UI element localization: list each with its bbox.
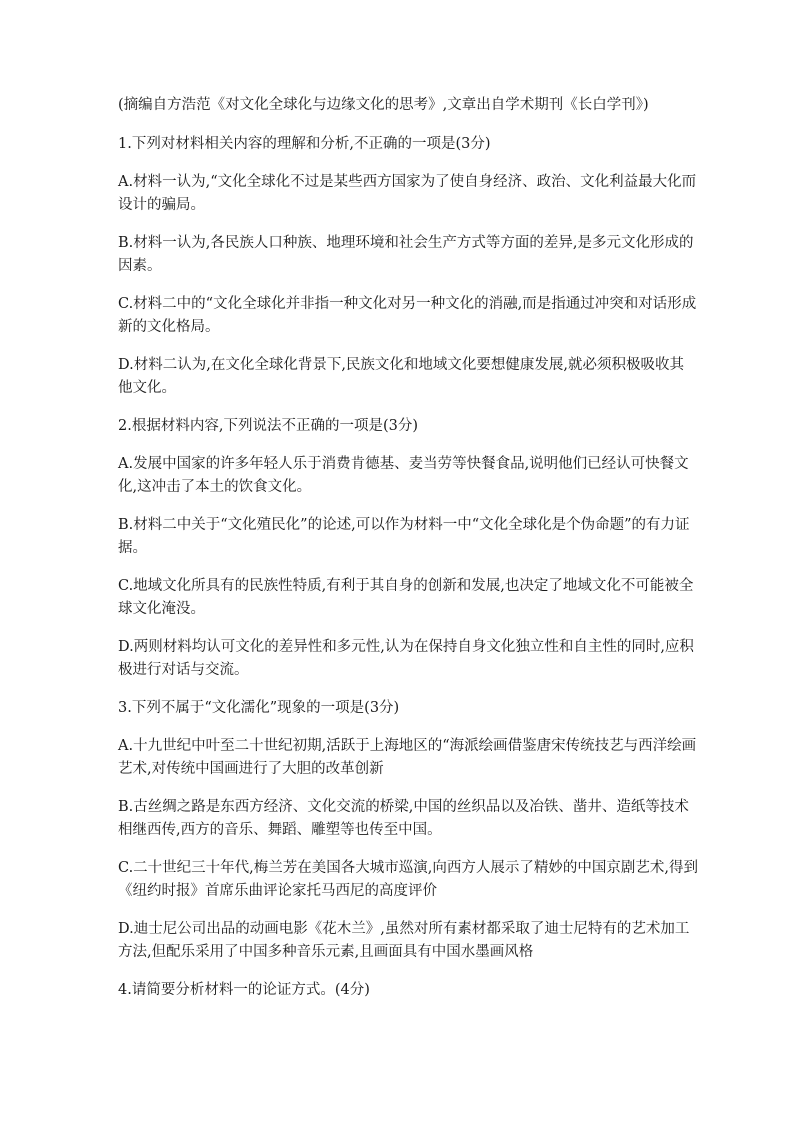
document-page xyxy=(118,94,698,1017)
question-2-option-d: D.两则材料均认可文化的差异性和多元性,认为在保持自身文化独立性和自主性的同时,应积极进行对话与交流。 xyxy=(118,639,694,678)
question-2-option-a: A.发展中国家的许多年轻人乐于消费肯德基、麦当劳等快餐食品,说明他们已经认可快餐文化,这冲击了本土的饮食文化。 xyxy=(118,456,689,495)
question-1-stem: 1.下列对材料相关内容的理解和分析,不正确的一项是(3分) xyxy=(118,136,491,152)
question-3-option-a: A.十九世纪中叶至二十世纪初期,活跃于上海地区的“海派绘画借鉴唐宋传统技艺与西洋绘画艺术,对传统中国画进行了大胆的改革创新 xyxy=(118,738,697,777)
question-1-option-d: D.材料二认为,在文化全球化背景下,民族文化和地域文化要想健康发展,就必须积极吸收其他文化。 xyxy=(118,357,685,396)
question-3-option-d: D.迪士尼公司出品的动画电影《花木兰》,虽然对所有素材都采取了迪士尼特有的艺术加工方法,但配乐采用了中国多种音乐元素,且画面具有中国水墨画风格 xyxy=(118,921,690,960)
question-3-option-c: C.二十世纪三十年代,梅兰芳在美国各大城市巡演,向西方人展示了精妙的中国京剧艺术,得到《纽约时报》首席乐曲评论家托马西尼的高度评价 xyxy=(118,860,699,899)
question-3-option-b: B.古丝绸之路是东西方经济、文化交流的桥梁,中国的丝织品以及冶铁、凿井、造纸等技术相继西传,西方的音乐、舞蹈、雕塑等也传至中国。 xyxy=(118,799,689,838)
question-2-stem: 2.根据材料内容,下列说法不正确的一项是(3分) xyxy=(118,418,418,434)
question-1-option-c: C.材料二中的“文化全球化并非指一种文化对另一种文化的消融,而是指通过冲突和对话形成新的文化格局。 xyxy=(118,296,697,335)
source-note: (摘编自方浩范《对文化全球化与边缘文化的思考》,文章出自学术期刊《长白学刊》) xyxy=(118,97,649,113)
question-2-option-c: C.地域文化所具有的民族性特质,有利于其自身的创新和发展,也决定了地域文化不可能被全球文化淹没。 xyxy=(118,578,694,617)
question-2-option-b: B.材料二中关于“文化殖民化”的论述,可以作为材料一中“文化全球化是个伪命题”的有力证据。 xyxy=(118,517,690,556)
question-3-stem: 3.下列不属于“文化濡化”现象的一项是(3分) xyxy=(118,700,400,716)
question-1-option-a: A.材料一认为,“文化全球化不过是某些西方国家为了使自身经济、政治、文化利益最大化而设计的骗局。 xyxy=(118,174,697,213)
question-4-stem: 4.请简要分析材料一的论证方式。(4分) xyxy=(118,982,370,998)
question-1-option-b: B.材料一认为,各民族人口种族、地理环境和社会生产方式等方面的差异,是多元文化形成的因素。 xyxy=(118,235,694,274)
